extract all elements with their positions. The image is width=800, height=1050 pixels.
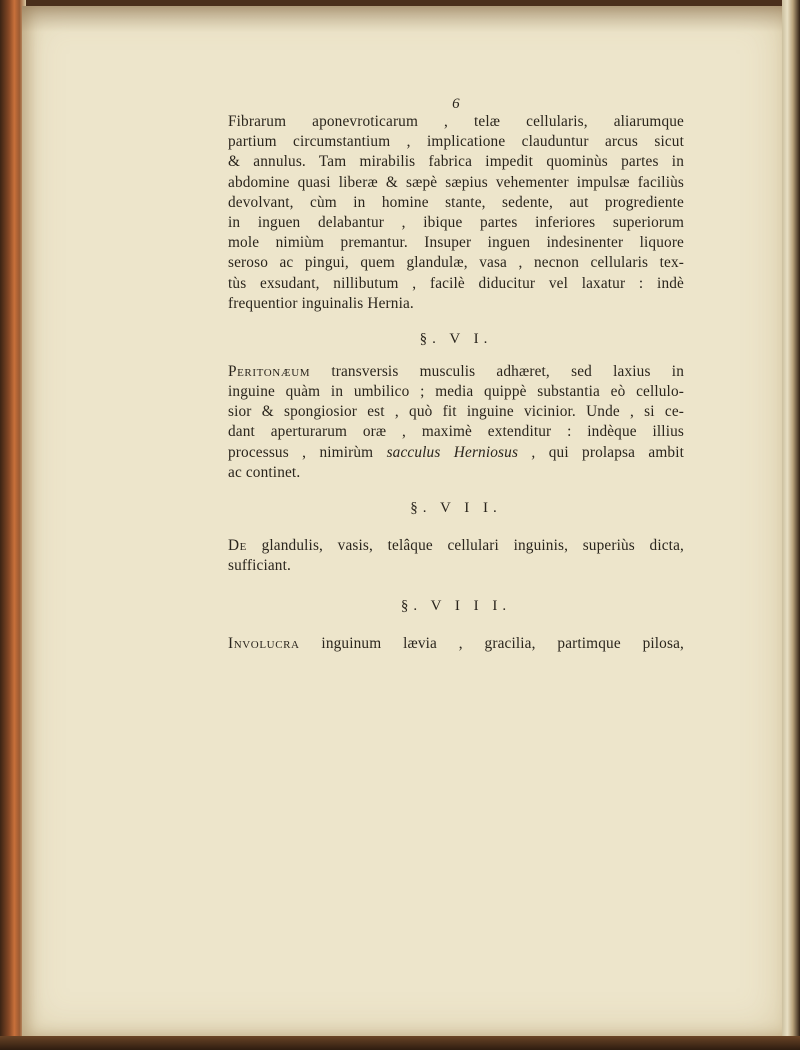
paragraph-section-6 [228,362,684,483]
text-line: sior & spongiosior est , quò fit inguine vicinior. Unde , si ce- [228,403,684,421]
text-line: mole nimiùm premantur. Insuper inguen indesinenter liquore [228,234,684,252]
section-heading: §. V I I I. [400,598,512,615]
text-line [228,634,684,654]
text-line: inguine quàm in umbilico ; media quippè substantia eò cellulo- [228,383,684,401]
text-line: sufficiant. [228,557,291,575]
page-edge [782,0,800,1050]
italic-term: sacculus Herniosus , [386,443,536,461]
line-text: qui prolapsa ambit [535,443,685,461]
paragraph-section-8 [228,634,684,654]
text-line: devolvant, cùm in homine stante, sedente, aut progrediente [228,193,684,211]
lead-word: Involucra [228,635,300,653]
line-text: inguinum lævia , gracilia, partimque pilosa, [299,635,684,653]
text-line: tùs exsudant, nillibutum , facilè diducitur vel laxatur : indè [228,274,684,292]
text-block [228,94,684,655]
paragraph-intro [228,112,684,314]
section-heading: §. V I I. [410,500,502,516]
line-text: glandulis, vasis, telâque cellulari inguinis, superiùs dicta, [246,537,684,554]
text-line: partium circumstantium , implicatione clauduntur arcus sicut [228,133,684,151]
bottom-edge [0,1036,800,1050]
text-line: in inguen delabantur , ibique partes inferiores superiorum [228,213,684,231]
line-text: transversis musculis adhæret, sed laxius in [310,362,684,380]
text-line [228,536,684,556]
text-line: Fibrarum aponevroticarum , telæ cellularis, aliarumque [228,113,684,130]
paragraph-section-7 [228,536,684,576]
text-line [228,443,684,463]
text-line: ac continet. [228,463,301,481]
lead-word: De [228,537,247,554]
section-heading: §. V I. [419,330,493,347]
text-line: & annulus. Tam mirabilis fabrica impedit quominùs partes in [228,153,684,171]
text-line: abdomine quasi liberæ & sæpè sæpius vehementer impulsæ faciliùs [228,173,684,191]
text-line: frequentior inguinalis Hernia. [228,294,414,312]
lead-word: Peritonæum [228,362,311,380]
text-line: dant aperturarum oræ , maximè extenditur : indèque illius [228,423,684,441]
text-line [228,362,684,382]
page-number: 6 [452,96,460,112]
line-text: processus , nimirùm [228,443,387,461]
text-line: seroso ac pingui, quem glandulæ, vasa , necnon cellularis tex- [228,254,684,272]
